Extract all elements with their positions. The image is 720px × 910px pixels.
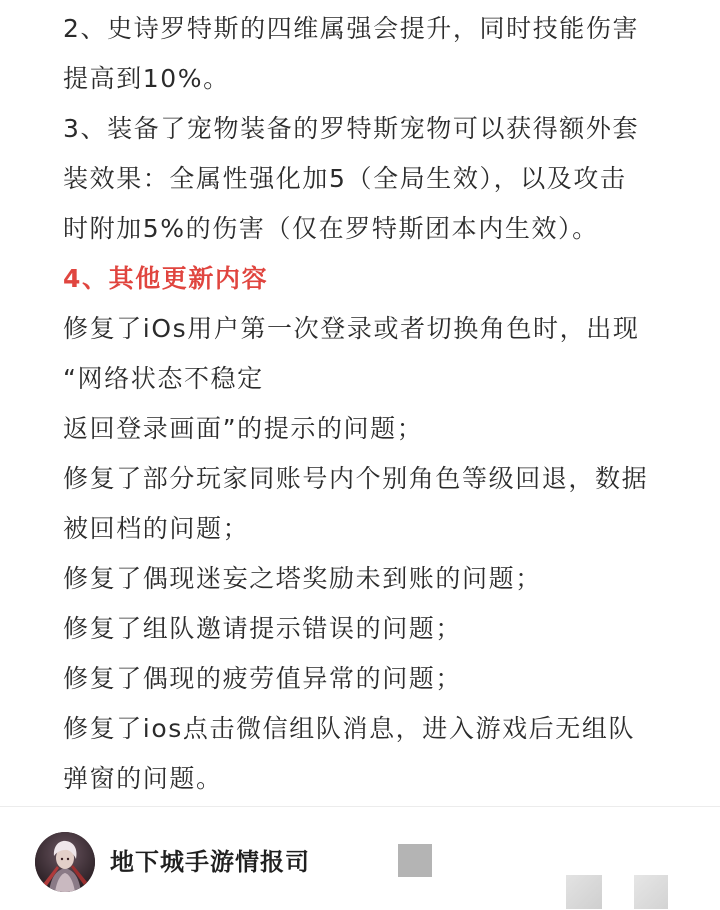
article-line: 返回登录画面”的提示的问题； (63, 414, 424, 443)
placeholder-icon (398, 844, 432, 877)
article-line: 修复了ios点击微信组队消息，进入游戏后无组队 (63, 714, 636, 743)
article-line: 装效果：全属性强化加5（全局生效），以及攻击 (63, 164, 627, 193)
article-line: 修复了偶现的疲劳值异常的问题； (63, 664, 463, 693)
article-line: 时附加5%的伤害（仅在罗特斯团本内生效）。 (63, 214, 599, 243)
author-avatar[interactable] (35, 832, 95, 892)
section-heading: 4、其他更新内容 (63, 264, 269, 293)
article-line: 修复了偶现迷妄之塔奖励未到账的问题； (63, 564, 542, 593)
article-line: 修复了部分玩家同账号内个别角色等级回退，数据 (63, 464, 649, 493)
article-line: 2、史诗罗特斯的四维属强会提升，同时技能伤害 (63, 14, 640, 43)
article-line: 弹窗的问题。 (63, 764, 223, 793)
article-line: 提高到10%。 (63, 64, 230, 93)
article-line: “网络状态不稳定 (63, 364, 264, 393)
avatar-character-icon (35, 832, 95, 892)
article-line: 修复了组队邀请提示错误的问题； (63, 614, 463, 643)
article-line: 3、装备了宠物装备的罗特斯宠物可以获得额外套 (63, 114, 640, 143)
author-footer (0, 807, 720, 910)
placeholder-icon (634, 875, 668, 909)
placeholder-icon (566, 875, 602, 909)
author-name[interactable]: 地下城手游情报司 (110, 848, 310, 876)
article-line: 修复了iOs用户第一次登录或者切换角色时，出现 (63, 314, 640, 343)
article-line: 被回档的问题； (63, 514, 250, 543)
